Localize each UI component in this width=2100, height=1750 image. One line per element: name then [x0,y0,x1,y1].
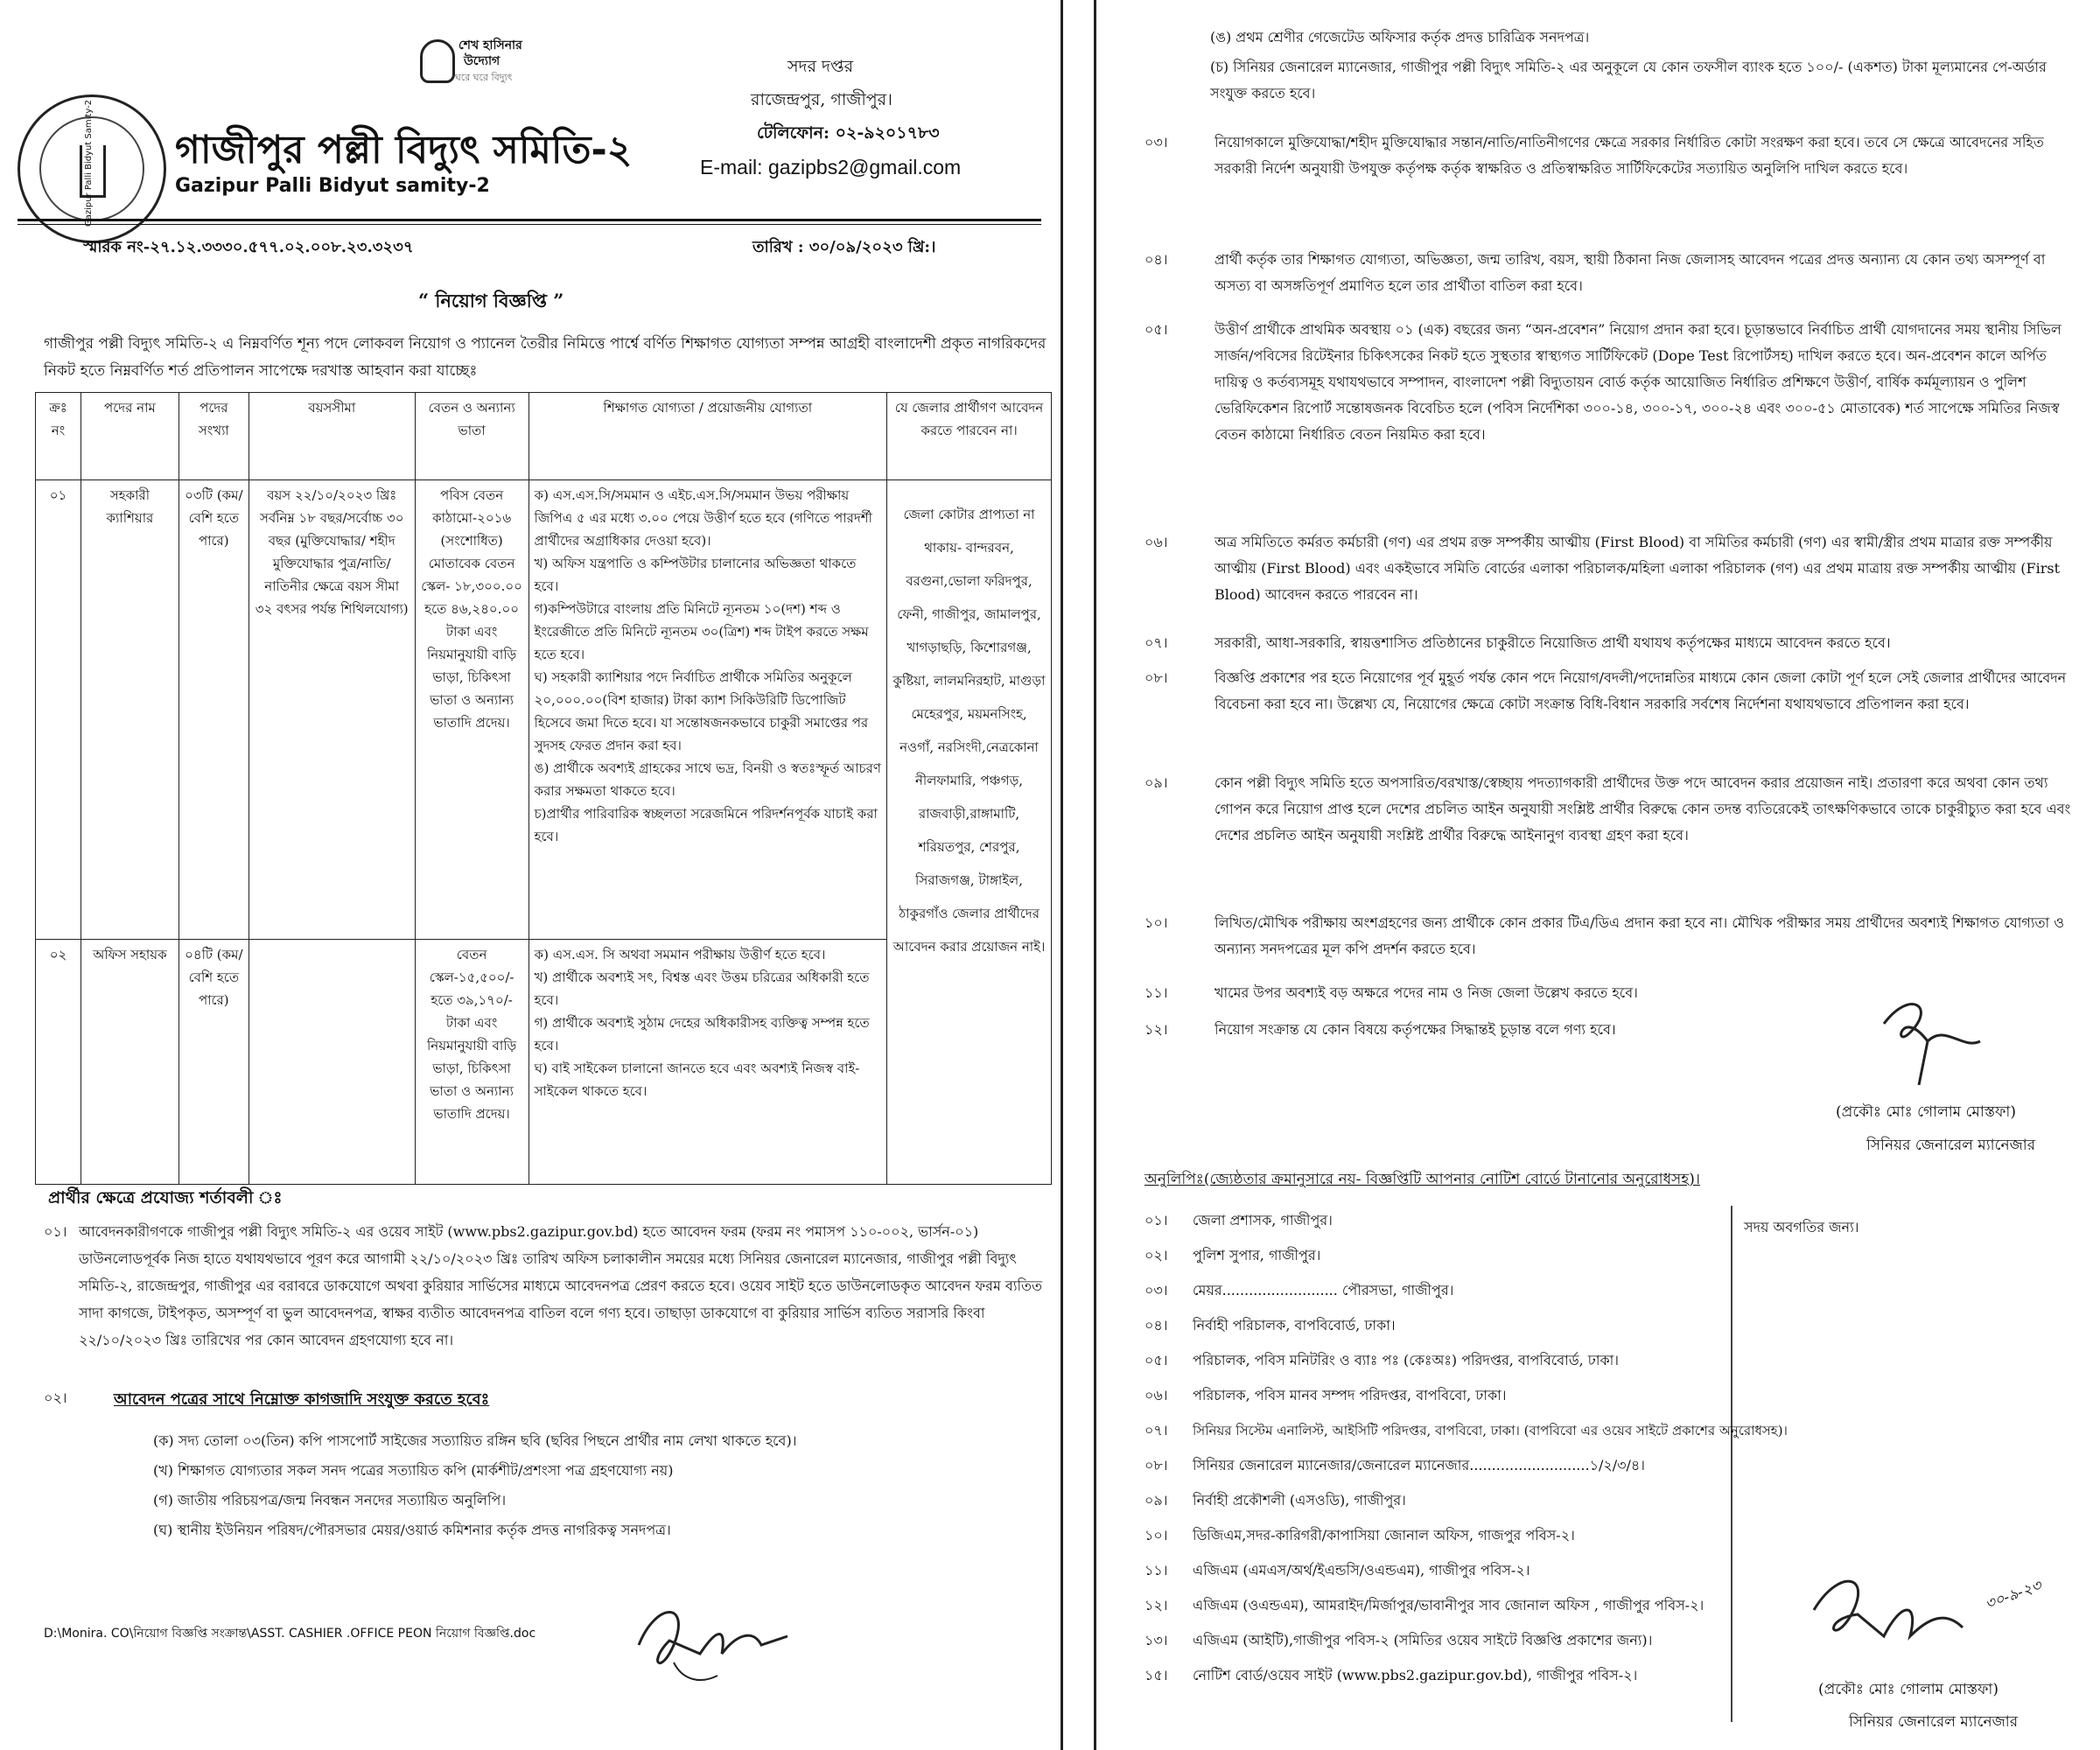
condition-number: ১২। [1144,1021,1168,1038]
condition-text: অত্র সমিতিতে কর্মরত কর্মচারী (গণ) এর প্রথম রক্ত সম্পর্কীয় আত্মীয় (First Blood) বা সমিতির কর্মচারী (গণ) এর স্বামী/স্ত্রীর প্রথম মাত্রার রক্ত সম্পর্কীয় আত্মীয় (First Blood) এবং একইভাবে সমিতি বোর্ডের এলাকা পরিচালক/মহিলা এলাকা পরিচালক (গণ) এর প্রথম মাত্রায় রক্ত সম্পর্কীয় আত্মীয় (First Blood) আবেদন করতে পারবেন না। [1214,534,2061,603]
lightbulb-icon [420,39,455,83]
condition-number: ১০। [1144,914,1168,931]
attachment-item: (চ) সিনিয়র জেনারেল ম্যানেজার, গাজীপুর পল্লী বিদ্যুৎ সমিতি-২ এর অনুকূলে যে কোন তফসীল ব্যাংক হতে ১০০/- (একশত) টাকা মূল্যমানের পে-অর্ডার সংযুক্ত করতে হবে। [1210,59,2047,102]
page-gap [1063,0,1094,1750]
file-path: D:\Monira. CO\নিয়োগ বিজ্ঞপ্তি সংক্রান্ত\ASST. CASHIER .OFFICE PEON নিয়োগ বিজ্ঞপ্তি.doc [44,1627,536,1641]
head-office-label: সদর দপ্তর [788,57,854,76]
qualification-item: ঘ) বাই সাইকেল চালানো জানতে হবে এবং অবশ্যই নিজস্ব বাই-সাইকেল থাকতে হবে। [534,1060,860,1099]
row-post: অফিস সহায়ক [80,940,178,1185]
list-item: (খ) শিক্ষাগত যোগ্যতার সকল সনদ পত্রের সত্যায়িত কপি (মার্কশীট/প্রশংসা পত্র গ্রহণযোগ্য নয়) [153,1462,674,1479]
col-header-count: পদের সংখ্যা [178,393,248,480]
row-qualification [528,940,886,1185]
list-item: (ঘ) স্থানীয় ইউনিয়ন পরিষদ/পৌরসভার মেয়র/ওয়ার্ড কমিশনার কর্তৃক প্রদত্ত নাগরিকত্ব সনদপত্র। [153,1522,671,1538]
condition-number: ১১। [1144,984,1168,1001]
list-item: ০১। জেলা প্রশাসক, গাজীপুর। [1144,1212,1333,1228]
signature-image [1796,1566,2024,1680]
qualification-item: গ)কম্পিউটারে বাংলায় প্রতি মিনিটে ন্যূনতম ১০(দশ) শব্দ ও ইংরেজীতে প্রতি মিনিটে ন্যূনতম ৩০(ত্রিশ) শব্দ টাইপ করতে সক্ষম হতে হবে। [534,601,869,662]
slogan-line-1: শেখ হাসিনার [458,38,522,52]
condition-text: কোন পল্লী বিদ্যুৎ সমিতি হতে অপসারিত/বরখাস্ত/স্বেচ্ছায় পদত্যাগকারী প্রার্থীদের উক্ত পদে আবেদন করার প্রয়োজন নাই। প্রতারণা করে অথবা কোন তথ্য গোপন করে নিয়োগ প্রাপ্ত হলে দেশের প্রচলিত আইন অনুযায়ী সংশ্লিষ্ট প্রার্থীর বিরুদ্ধে কোন তদন্ত ব্যতিরেকেই তাৎক্ষণিকভাবে তাকে চাকুরীচ্যুত করা হবে এবং দেশের প্রচলিত আইন অনুযায়ী সংশ্লিষ্ট প্রার্থীর বিরুদ্ধে আইনানুগ ব্যবস্থা গ্রহণ করা হবে। [1214,774,2071,844]
memo-number: স্মারক নং-২৭.১২.৩৩৩০.৫৭৭.০২.০০৮.২৩.৩২৩৭ [83,238,414,256]
signer-name: (প্রকৌঃ মোঃ গোলাম মোস্তফা) [1818,1681,1998,1698]
list-item: ১০। ডিজিএম,সদর-কারিগরী/কাপাসিয়া জোনাল অফিস, গাজপুর পবিস-২। [1144,1527,1575,1544]
col-header-districts: যে জেলার প্রার্থীগণ আবেদন করতে পারবেন না। [887,393,1052,480]
list-item: ১৩। এজিএম (আইটি),গাজীপুর পবিস-২ (সমিতির ওয়েব সাইটে বিজ্ঞপ্তি প্রকাশের জন্য)। [1144,1632,1653,1648]
qualification-item: চ)প্রার্থীর পারিবারিক স্বচ্ছলতা সরেজমিনে পরিদর্শনপূর্বক যাচাই করা হবে। [534,806,878,844]
signature-image [621,1592,796,1689]
vacancy-table [35,392,1052,1185]
qualification-item: ঙ) প্রার্থীকে অবশ্যই গ্রাহকের সাথে ভদ্র, বিনয়ী ও স্বতঃস্ফূর্ত আচরণ করার সক্ষমতা থাকতে হবে। [534,760,881,799]
qualification-item: ক) এস.এস.সি/সমমান ও এইচ.এস.সি/সমমান উভয় পরীক্ষায় জিপিএ ৫ এর মধ্যে ৩.০০ পেয়ে উত্তীর্ণ হতে হবে (গণিতে পারদর্শী প্রার্থীদের অগ্রাধিকার দেওয়া হবে)। [534,487,872,549]
copy-list-divider [1731,1206,1733,1722]
condition-text: উত্তীর্ণ প্রার্থীকে প্রাথমিক অবস্থায় ০১ (এক) বছরের জন্য “অন-প্রবেশন” নিয়োগ প্রদান করা হবে। চূড়ান্তভাবে নির্বাচিত প্রার্থী যোগদানের সময় স্থানীয় সিভিল সার্জন/পবিসের রিটেইনার চিকিৎসকের নিকট হতে সুস্থতার স্বাস্থ্যগত সার্টিফিকেট (Dope Test রিপোর্টসহ) দাখিল করতে হবে। অন-প্রবেশন কালে অর্পিত দায়িত্ব ও কর্তব্যসমূহ যথাযথভাবে সম্পাদন, বাংলাদেশ পল্লী বিদ্যুতায়ন বোর্ড কর্তৃক আয়োজিত নির্ধারিত প্রশিক্ষণে উত্তীর্ণ, বার্ষিক কর্মমূল্যায়ন ও পুলিশ ভেরিফিকেশন রিপোর্ট সন্তোষজনক বিবেচিত হলে (পবিস নির্দেশিকা ৩০০-১৪, ৩০০-১৭, ৩০০-২৪ এবং ৩০০-৫১ মোতাবেক) শর্ত সাপেক্ষে সমিতির নিজস্ব বেতন কাঠামো নির্ধারিত বেতন নিয়মিত করা হবে। [1214,321,2062,443]
condition-text: নিয়োগ সংক্রান্ত যে কোন বিষয়ে কর্তৃপক্ষের সিদ্ধান্তই চূড়ান্ত বলে গণ্য হবে। [1214,1021,1616,1038]
list-item: ১৫। নোটিশ বোর্ড/ওয়েব সাইট (www.pbs2.gazipur.gov.bd), গাজীপুর পবিস-২। [1144,1667,1638,1684]
list-item: ০৫। পরিচালক, পবিস মনিটরিং ও ব্যাঃ পঃ (কেঃঅঃ) পরিদপ্তর, বাপবিবোর্ড, ঢাকা। [1144,1352,1620,1368]
address: রাজেন্দ্রপুর, গাজীপুর। [751,90,892,109]
row-age [248,940,415,1185]
signer-name: (প্রকৌঃ মোঃ গোলাম মোস্তফা) [1836,1103,2016,1121]
condition-text: আবেদনকারীগণকে গাজীপুর পল্লী বিদ্যুৎ সমিতি-২ এর ওয়েব সাইট (www.pbs2.gazipur.gov.bd) হতে আবেদন ফরম (ফরম নং পমাসপ ১১০-০০২, ভার্সন-০১) ডাউনলোডপূর্বক নিজ হাতে যথাযথভাবে পূরণ করে আগামী ২২/১০/২০২৩ খ্রিঃ তারিখ অফিস চলাকালীন সময়ের মধ্যে সিনিয়র জেনারেল ম্যানেজার, গাজীপুর পল্লী বিদ্যুৎ সমিতি-২, রাজেন্দ্রপুর, গাজীপুর এর বরাবরে ডাকযোগে অথবা কুরিয়ার সার্ভিসের মাধ্যমে আবেদনপত্র প্রেরণ করতে হবে। ওয়েব সাইট হতে ডাউনলোডকৃত আবেদন ফরম ব্যতিত সাদা কাগজে, টাইপকৃত, অসম্পূর্ণ বা ভুল আবেদনপত্র, স্বাক্ষর ব্যতীত আবেদনপত্র বাতিল বলে গণ্য হবে। তাছাড়া ডাকযোগে বা কুরিয়ার সার্ভিস ব্যতিত সরাসরি কিংবা ২২/১০/২০২৩ খ্রিঃ তারিখের পর কোন আবেদন গ্রহণযোগ্য হবে না। [79,1223,1043,1348]
condition-text: খামের উপর অবশ্যই বড় অক্ষরে পদের নাম ও নিজ জেলা উল্লেখ করতে হবে। [1214,984,1638,1001]
condition-number: ০৫। [1144,321,1168,338]
col-header-salary: বেতন ও অন্যান্য ভাতা [415,393,528,480]
row-sl: ০২ [36,940,81,1185]
condition-number: ০৮। [1144,669,1168,686]
condition-text: বিজ্ঞপ্তি প্রকাশের পর হতে নিয়োগের পূর্ব মুহূর্ত পর্যন্ত কোন পদে নিয়োগ/বদলী/পদোন্নতির মাধ্যমে কোন জেলা কোটা পূর্ণ হলে সেই জেলার প্রার্থীদের আবেদন বিবেচনা করা হবে না। উল্লেখ্য যে, নিয়োগের ক্ষেত্রে কোটা সংক্রান্ত বিধি-বিধান সরকারি সর্বশেষ নির্দেশনা যথাযথভাবে প্রতিপালন করা হবে। [1214,669,2067,712]
condition-number: ০৭। [1144,634,1168,651]
notice-page-2 [1094,0,2100,1750]
list-item: ০৮। সিনিয়র জেনারেল ম্যানেজার/জেনারেল ম্যানেজার...........................১/২/৩/৪। [1144,1457,1646,1474]
organization-name-bn: গাজীপুর পল্লী বিদ্যুৎ সমিতি-২ [175,128,633,172]
qualification-item: খ) অফিস যন্ত্রপাতি ও কম্পিউটার চালানোর অভিজ্ঞতা থাকতে হবে। [534,556,857,594]
logo-text: Gazipur Palli Bidyut Samity-2 [84,99,94,228]
condition-8 [1144,665,2072,718]
qualification-item: ঘ) সহকারী ক্যাশিয়ার পদে নির্বাচিত প্রার্থীকে সমিতির অনুকূলে ২০,০০০.০০(বিশ হাজার) টাকা ক্যাশ সিকিউরিটি ডিপোজিট হিসেবে জমা দিতে হবে। যা সন্তোষজনকভাবে চাকুরী সমাপ্তের পর সুদসহ ফেরত প্রদান করা হব। [534,669,869,753]
row-salary: বেতন স্কেল-১৫,৫০০/- হতে ৩৯,১৭০/- টাকা এবং নিয়মানুযায়ী বাড়ি ভাড়া, চিকিৎসা ভাতা ও অন্যান্য ভাতাদি প্রদেয়। [415,940,528,1185]
list-item: ০৯। নির্বাহী প্রকৌশলী (এসওডি), গাজীপুর। [1144,1492,1406,1508]
slogan-line-3: ঘরে ঘরে বিদ্যুৎ [455,72,513,83]
row-count: ০৩টি (কম/ বেশি হতে পারে) [178,480,248,940]
telephone: টেলিফোন: ০২-৯২০১৭৮৩ [757,123,940,143]
signer-title: সিনিয়র জেনারেল ম্যানেজার [1849,1713,2019,1731]
condition-number: ০৪। [1144,251,1168,268]
attachments-title: আবেদন পত্রের সাথে নিম্নোক্ত কাগজাদি সংযুক্ত করতে হবেঃ [114,1390,490,1409]
header-divider-thin [18,224,1041,225]
attachments-list [153,1426,796,1545]
row-qualification [528,480,886,940]
condition-number: ০৯। [1144,774,1168,791]
signature-image [1858,989,1989,1102]
list-item: ০৪। নির্বাহী পরিচালক, বাপবিবোর্ড, ঢাকা। [1144,1317,1396,1334]
header-divider [18,219,1041,221]
condition-7 [1144,630,2072,656]
signature-date: ৩০-৯-২৩ [1983,1577,2044,1614]
row-salary: পবিস বেতন কাঠামো-২০১৬ (সংশোধিত) মোতাবেক বেতন স্কেল- ১৮,৩০০.০০ হতে ৪৬,২৪০.০০ টাকা এবং নিয়মানুযায়ী বাড়ি ভাড়া, চিকিৎসা ভাতা ও অন্যান্য ভাতাদি প্রদেয়। [415,480,528,940]
condition-10 [1144,910,2072,962]
attachment-item: (ঙ) প্রথম শ্রেণীর গেজেটেড অফিসার কর্তৃক প্রদত্ত চারিত্রিক সনদপত্র। [1210,29,1590,46]
condition-4 [1144,247,2072,299]
qualification-item: খ) প্রার্থীকে অবশ্যই সৎ, বিশ্বস্ত এবং উত্তম চরিত্রের অধিকারী হতে হবে। [534,970,870,1008]
conditions-title: প্রার্থীর ক্ষেত্রে প্রযোজ্য শর্তাবলী ঃ [48,1188,283,1208]
row-count: ০৪টি (কম/ বেশি হতে পারে) [178,940,248,1185]
condition-text: প্রার্থী কর্তৃক তার শিক্ষাগত যোগ্যতা, অভিজ্ঞতা, জন্ম তারিখ, বয়স, স্থায়ী ঠিকানা নিজ জেলাসহ আবেদন পত্রের প্রদত্ত অন্যান্য যে কোন তথ্য অসম্পূর্ণ বা অসত্য বা অসঙ্গতিপূর্ণ প্রমাণিত হলে তার প্রার্থীতা বাতিল করা হবে। [1214,251,2046,294]
list-item: ০৬। পরিচালক, পবিস মানব সম্পদ পরিদপ্তর, বাপবিবো, ঢাকা। [1144,1387,1507,1404]
row-post: সহকারী ক্যাশিয়ার [80,480,178,940]
list-item: ০৭। সিনিয়র সিস্টেম এনালিস্ট, আইসিটি পরিদপ্তর, বাপবিবো, ঢাকা। (বাপবিবো এর ওয়েব সাইটে প্রকাশের অনুরোধসহ)। [1144,1422,1788,1438]
row-districts: জেলা কোটার প্রাপ্যতা না থাকায়- বান্দরবন, বরগুনা,ভোলা ফরিদপুর, ফেনী, গাজীপুর, জামালপুর, খাগড়াছড়ি, কিশোরগঞ্জ, কুষ্টিয়া, লালমনিরহাট, মাগুড়া মেহেরপুর, ময়মনসিংহ, নওগাঁ, নরসিংদী,নেত্রকোনা নীলফামারি, পঞ্চগড়, রাজবাড়ী,রাঙ্গামাটি, শরিয়তপুর, শেরপুর, সিরাজগঞ্জ, টাঙ্গাইল, ঠাকুরগাঁও জেলার প্রার্থীদের আবেদন করার প্রয়োজন নাই। [887,480,1052,1185]
condition-text: লিখিত/মৌখিক পরীক্ষায় অংশগ্রহণের জন্য প্রার্থীকে কোন প্রকার টিএ/ডিএ প্রদান করা হবে না। মৌখিক পরীক্ষার সময় প্রার্থীদের অবশ্যই শিক্ষাগত যোগ্যতা ও অন্যান্য সনদপত্রের মূল কপি প্রদর্শন করতে হবে। [1214,914,2065,957]
condition-number: ০১। [44,1223,67,1240]
condition-3 [1144,130,2072,182]
organization-name-en: Gazipur Palli Bidyut samity-2 [175,175,490,197]
col-header-qualification: শিক্ষাগত যোগ্যতা / প্রয়োজনীয় যোগ্যতা [528,393,886,480]
email: E-mail: gazipbs2@gmail.com [700,156,962,178]
qualification-item: গ) প্রার্থীকে অবশ্যই সুঠাম দেহের অধিকারীসহ ব্যক্তিত্ব সম্পন্ন হতে হবে। [534,1015,870,1054]
notice-date: তারিখ : ৩০/০৯/২০২৩ খ্রি:। [752,238,936,256]
condition-number: ০৬। [1144,534,1168,550]
list-item: (ক) সদ্য তোলা ০৩(তিন) কপি পাসপোর্ট সাইজের সত্যায়িত রঙ্গিন ছবি (ছবির পিছনে প্রার্থীর নাম লেখা থাকতে হবে)। [153,1432,797,1449]
col-header-post: পদের নাম [80,393,178,480]
condition-number: ০২। [44,1390,67,1406]
table-row [36,480,1052,940]
condition-1 [44,1218,1050,1354]
slogan-bulb [420,35,522,96]
list-item: (গ) জাতীয় পরিচয়পত্র/জন্ম নিবন্ধন সনদের সত্যায়িত অনুলিপি। [153,1492,507,1508]
intro-paragraph: গাজীপুর পল্লী বিদ্যুৎ সমিতি-২ এ নিম্নবর্ণিত শূন্য পদে লোকবল নিয়োগ ও প্যানেল তৈরীর নিমিত্তে পার্শ্বে বর্ণিত শিক্ষাগত যোগ্যতা সম্পন্ন আগ্রহী বাংলাদেশী প্রকৃত নাগরিকদের নিকট হতে নিম্নবর্ণিত শর্ত প্রতিপালন সাপেক্ষে দরখাস্ত আহবান করা যাচ্ছেঃ [44,335,1046,380]
condition-text: সরকারী, আধা-সরকারি, স্বায়ত্তশাসিত প্রতিষ্ঠানের চাকুরীতে নিয়োজিত প্রার্থী যথাযথ কর্তৃপক্ষের মাধ্যমে আবেদন করতে হবে। [1214,634,1891,651]
list-item: ০৩। মেয়র.......................... পৌরসভা, গাজীপুর। [1144,1282,1454,1298]
slogan-line-2: উদ্যোগ [464,54,500,68]
col-header-sl: ক্রঃ নং [36,393,81,480]
list-item: ০২। পুলিশ সুপার, গাজীপুর। [1144,1247,1321,1264]
condition-9 [1144,770,2072,849]
col-header-age: বয়সসীমা [248,393,415,480]
row-age: বয়স ২২/১০/২০২৩ খ্রিঃ সর্বনিম্ন ১৮ বছর/সর্বোচ্চ ৩০ বছর (মুক্তিযোদ্ধার/ শহীদ মুক্তিযোদ্ধার পুত্র/নাতি/নাতিনীর ক্ষেত্রে বয়স সীমা ৩২ বৎসর পর্যন্ত শিথিলযোগ্য) [248,480,415,940]
condition-6 [1144,529,2072,608]
copy-list-title: অনুলিপিঃ(জ্যেষ্ঠতার ক্রমানুসারে নয়- বিজ্ঞপ্তিটি আপনার নোটিশ বোর্ডে টানানোর অনুরোধসহ)। [1144,1171,1700,1188]
notice-title: “ নিয়োগ বিজ্ঞপ্তি ” [418,290,564,312]
table-header-row [36,393,1052,480]
row-sl: ০১ [36,480,81,940]
list-item: ১২। এজিএম (ওএন্ডএম), আমরাইদ/মির্জাপুর/ভাবানীপুর সাব জোনাল অফিস , গাজীপুর পবিস-২। [1144,1597,1704,1614]
qualification-item: ক) এস.এস. সি অথবা সমমান পরীক্ষায় উত্তীর্ণ হতে হবে। [534,947,826,962]
condition-number: ০৩। [1144,134,1168,150]
condition-text: নিয়োগকালে মুক্তিযোদ্ধা/শহীদ মুক্তিযোদ্ধার সন্তান/নাতি/নাতিনীগণের ক্ষেত্রে সরকার নির্ধারিত কোটা সংরক্ষণ করা হবে। তবে সে ক্ষেত্রে আবেদনের সহিত সরকারী নির্দেশ অনুযায়ী উপযুক্ত কর্তৃপক্ষ কর্তৃক স্বাক্ষরিত ও প্রতিস্বাক্ষরিত সার্টিফিকেটের সত্যায়িত অনুলিপি দাখিল করতে হবে। [1214,134,2044,177]
copy-note: সদয় অবগতির জন্য। [1744,1219,1859,1236]
list-item: ১১। এজিএম (এমএস/অর্থ/ইএন্ডসি/ওএন্ডএম), গাজীপুর পবিস-২। [1144,1562,1530,1578]
signer-title: সিনিয়র জেনারেল ম্যানেজার [1866,1137,2036,1154]
condition-5 [1144,317,2072,448]
